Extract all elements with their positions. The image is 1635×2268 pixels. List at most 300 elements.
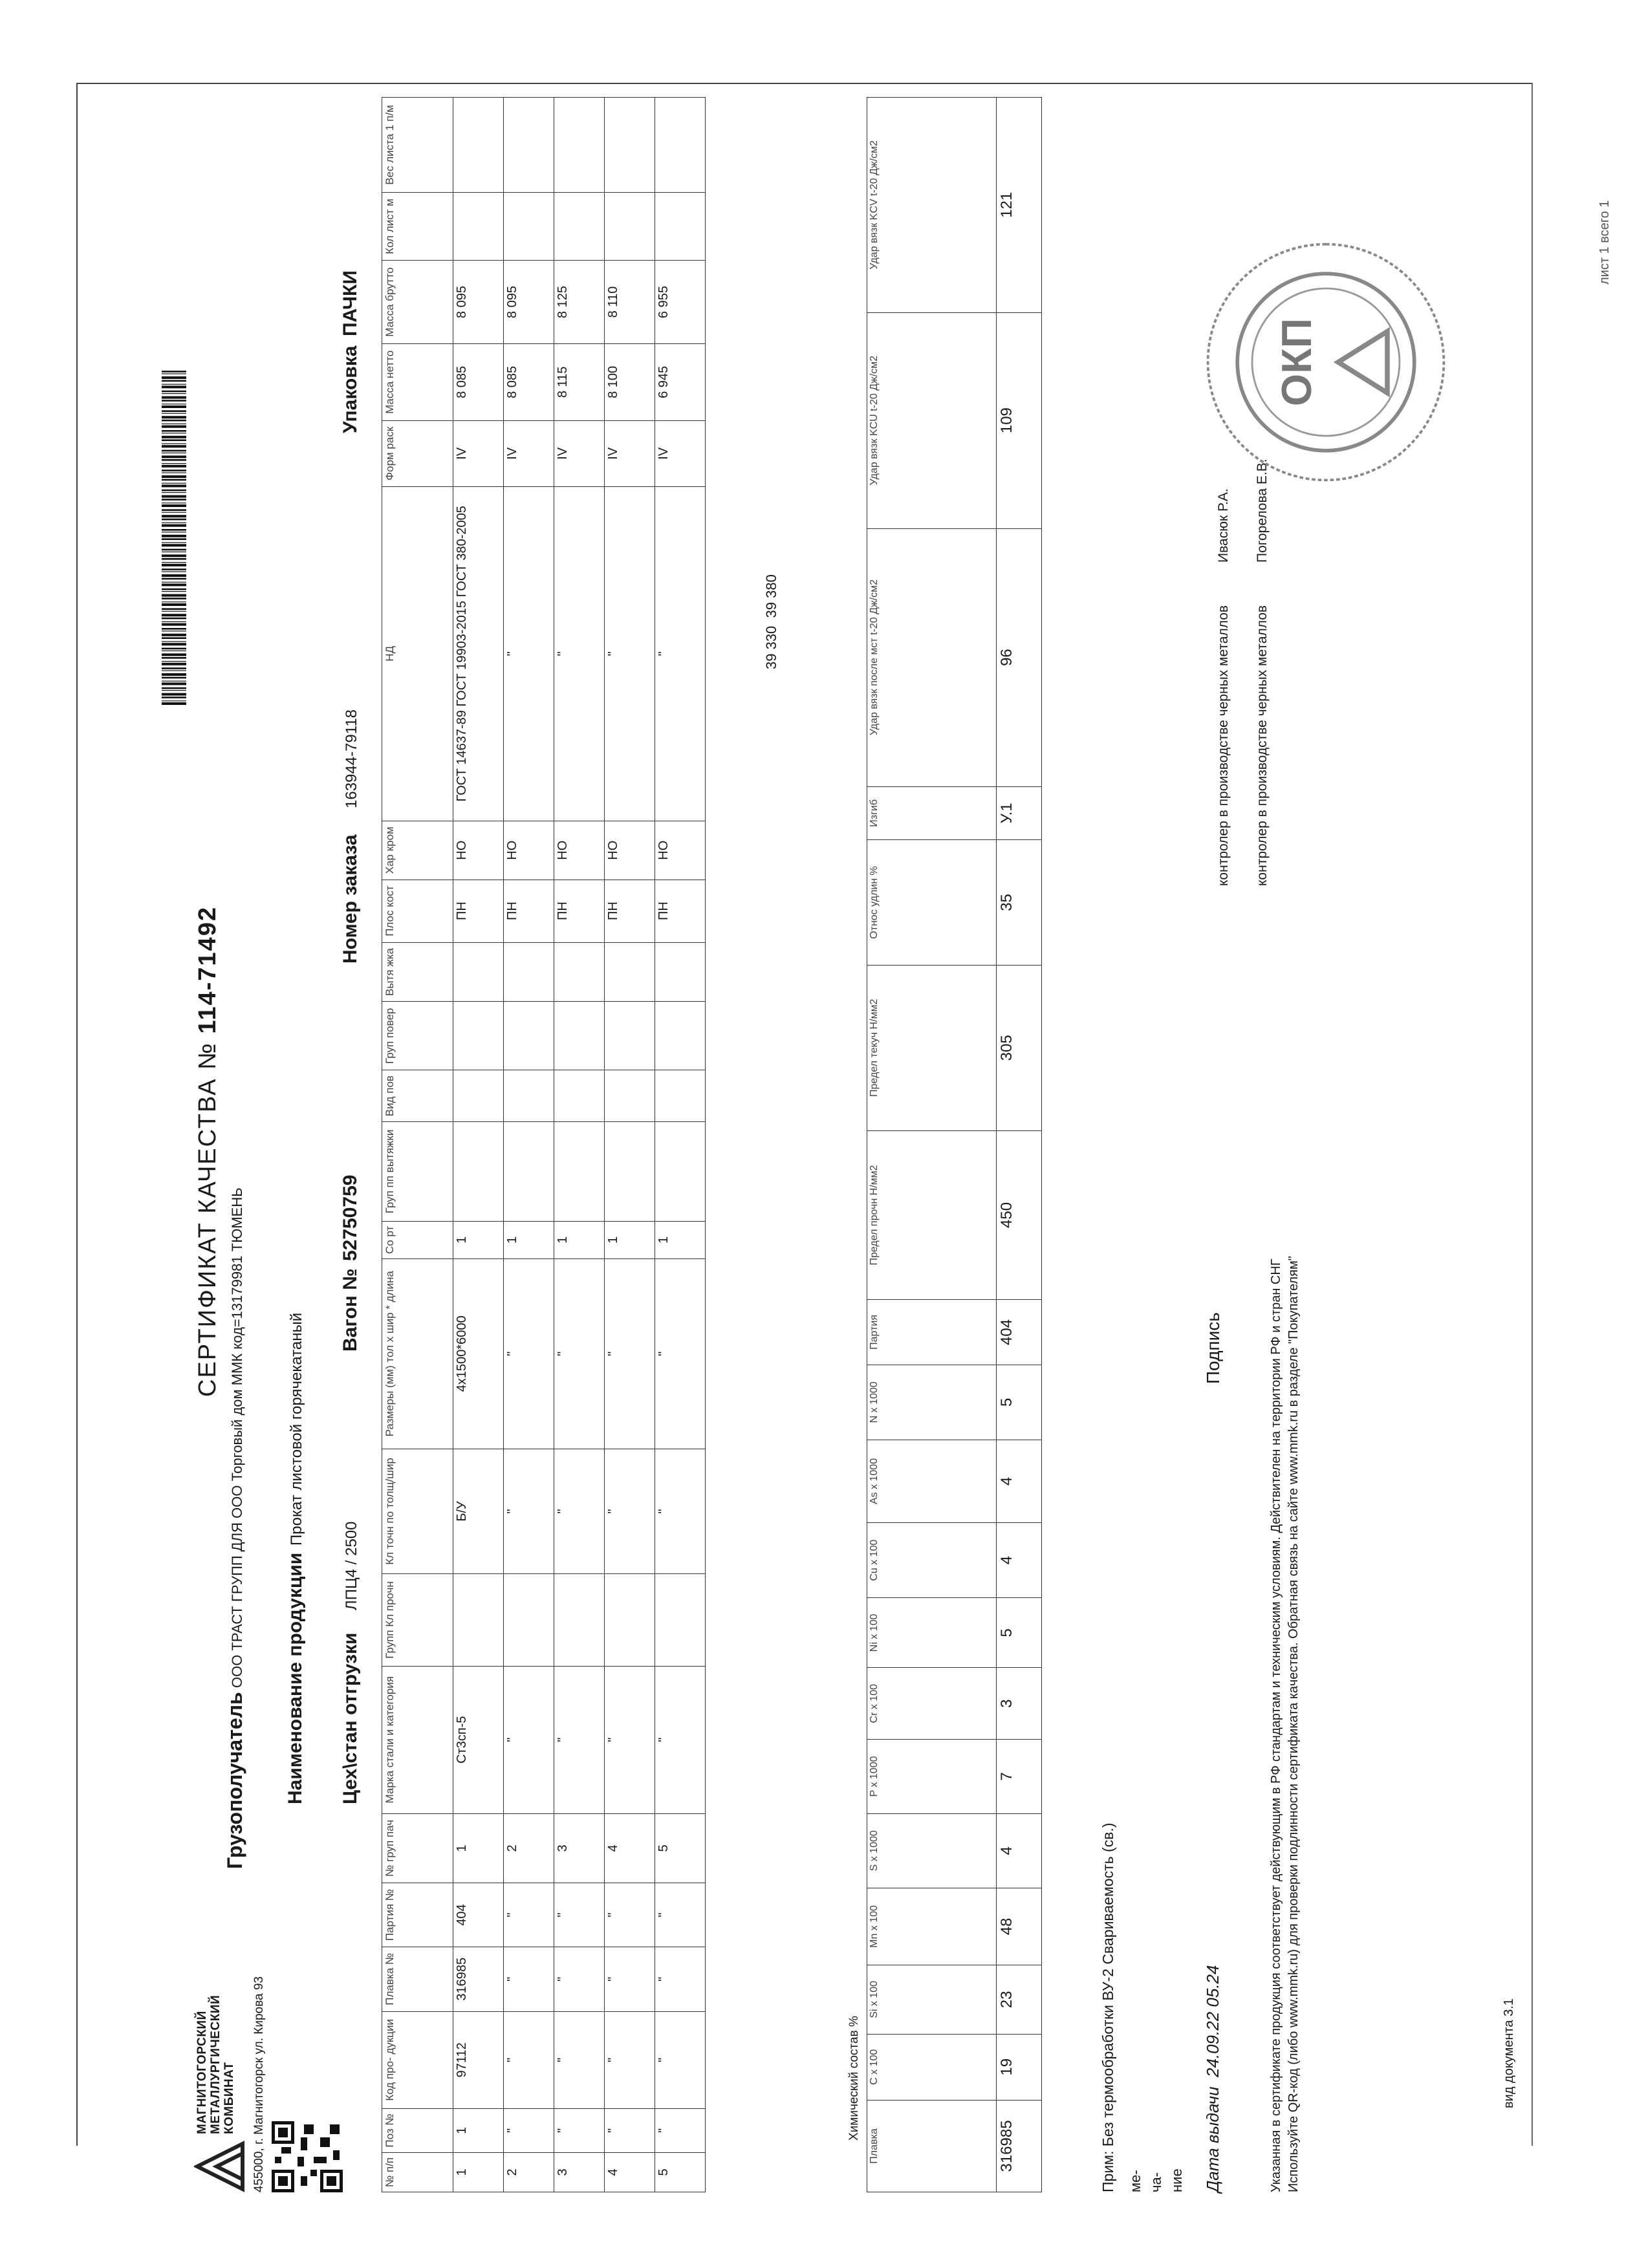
table-cell	[605, 942, 655, 1002]
barcode-bar	[162, 535, 186, 537]
barcode-bar	[162, 529, 186, 531]
barcode-bar	[162, 702, 186, 705]
order-value: 163944-79118	[343, 709, 360, 808]
table-cell: 316985	[453, 1947, 504, 2012]
barcode-bar	[162, 578, 186, 580]
chem-cell: 19	[997, 2034, 1042, 2100]
chem-cell: 109	[997, 312, 1042, 528]
table-cell: 8 115	[554, 344, 605, 421]
barcode-bar	[162, 582, 186, 583]
barcode-bar	[162, 495, 186, 498]
chem-header-cell: S x 1000	[867, 1813, 997, 1888]
barcode-bar	[162, 384, 186, 385]
barcode-bar	[162, 385, 186, 388]
table-cell: IV	[453, 420, 504, 486]
table-cell: "	[655, 1258, 706, 1449]
table-cell	[655, 193, 706, 261]
table-cell: 8 125	[554, 261, 605, 344]
barcode-bar	[162, 562, 186, 563]
barcode-bar	[162, 554, 186, 557]
table-cell: "	[605, 2109, 655, 2153]
table-cell	[655, 1002, 706, 1070]
barcode-bar	[162, 670, 186, 671]
chem-header-cell: Удар вязк KCV t-20 Дж/см2	[867, 98, 997, 313]
main-header-cell: Плос кост	[382, 880, 453, 942]
barcode-bar	[162, 502, 186, 503]
barcode-bar	[162, 443, 186, 444]
chem-cell: 35	[997, 840, 1042, 966]
table-row	[554, 98, 605, 2192]
scan-edge-top	[76, 83, 1532, 84]
table-cell	[504, 193, 554, 261]
table-cell: "	[655, 1883, 706, 1947]
chem-header-cell: Cu x 100	[867, 1522, 997, 1597]
chem-header-cell: Si x 100	[867, 1965, 997, 2035]
issue-date: Дата выдачи 24.09.22 05.24	[1203, 1965, 1222, 2192]
main-header-cell: Груп повер	[382, 1002, 453, 1070]
table-cell: "	[504, 2109, 554, 2153]
barcode-bar	[162, 524, 186, 527]
table-cell: "	[655, 1666, 706, 1813]
barcode-bar	[162, 648, 186, 650]
table-cell	[554, 193, 605, 261]
barcode-bar	[162, 677, 186, 679]
main-header-cell: Групп Кл прочн	[382, 1574, 453, 1667]
chem-cell: 404	[997, 1300, 1042, 1365]
table-cell	[605, 98, 655, 193]
barcode-bar	[162, 413, 186, 414]
document-version: вид документа 3.1	[1502, 1998, 1516, 2108]
table-cell: 3	[554, 1813, 605, 1883]
barcode-bar	[162, 618, 186, 620]
chem-cell: 450	[997, 1130, 1042, 1300]
table-cell: "	[605, 1947, 655, 2012]
chem-cell: 305	[997, 965, 1042, 1130]
table-cell	[453, 1574, 504, 1667]
table-cell	[554, 98, 605, 193]
chem-cell: 121	[997, 98, 1042, 313]
shop-value: ЛПЦ4 / 2500	[343, 1521, 360, 1610]
barcode-bar	[162, 512, 186, 513]
table-cell: 4	[605, 2152, 655, 2192]
barcode-bar	[162, 542, 186, 543]
chem-header-cell: C x 100	[867, 2034, 997, 2100]
table-cell	[605, 1122, 655, 1222]
table-cell: НО	[605, 821, 655, 880]
table-cell: "	[554, 1947, 605, 2012]
wagon-value: 52750759	[340, 1174, 361, 1261]
table-cell: IV	[554, 420, 605, 486]
table-cell: ПН	[605, 880, 655, 942]
table-cell: 5	[655, 2152, 706, 2192]
barcode-icon	[162, 369, 186, 705]
table-cell: 8 100	[605, 344, 655, 421]
barcode-bar	[162, 376, 186, 379]
barcode-bar	[162, 608, 186, 610]
table-cell: "	[554, 486, 605, 821]
table-cell	[504, 1574, 554, 1667]
table-cell: "	[605, 486, 655, 821]
table-cell: 6 955	[655, 261, 706, 344]
barcode-bar	[162, 499, 186, 501]
barcode-bar	[162, 544, 186, 546]
barcode-bar	[162, 603, 186, 606]
page-number: лист 1 всего 1	[1597, 200, 1612, 285]
table-cell	[504, 1002, 554, 1070]
signature-label: Подпись	[1203, 1312, 1223, 1384]
main-header-cell: Марка стали и категория	[382, 1666, 453, 1813]
table-cell	[655, 1574, 706, 1667]
barcode-bar	[162, 634, 186, 636]
table-cell: Б/У	[453, 1449, 504, 1573]
table-cell	[605, 1002, 655, 1070]
table-cell	[655, 942, 706, 1002]
barcode-bar	[162, 598, 186, 599]
table-cell: 3	[554, 2152, 605, 2192]
barcode-bar	[162, 538, 186, 540]
main-header-cell: Поз №	[382, 2109, 453, 2153]
table-cell: 1	[453, 2152, 504, 2192]
signer2-name: Погорелова Е.В.	[1255, 459, 1270, 563]
main-header-cell: Со рт	[382, 1221, 453, 1258]
table-cell	[554, 1574, 605, 1667]
table-cell: 6 945	[655, 344, 706, 421]
barcode-bar	[162, 700, 186, 701]
chem-cell: 5	[997, 1365, 1042, 1440]
barcode-bar	[162, 490, 186, 491]
main-header-cell: Вид пов	[382, 1070, 453, 1122]
table-cell: IV	[605, 420, 655, 486]
chem-header-cell: Ni x 100	[867, 1598, 997, 1668]
barcode-bar	[162, 594, 186, 597]
order-label: Номер заказа	[340, 834, 361, 964]
table-cell	[504, 942, 554, 1002]
recipient-label: Грузополучатель	[223, 1692, 246, 1869]
table-cell: НО	[554, 821, 605, 880]
barcode-bar	[162, 661, 186, 662]
table-cell: Ст3сп-5	[453, 1666, 504, 1813]
table-cell: 1	[605, 1221, 655, 1258]
table-cell: "	[605, 1258, 655, 1449]
table-cell: "	[605, 1449, 655, 1573]
barcode-bar	[162, 663, 186, 665]
barcode-bar	[162, 549, 186, 551]
signer2-role: контролер в производстве черных металлов	[1255, 605, 1270, 886]
barcode-bar	[162, 589, 186, 590]
barcode-bar	[162, 450, 186, 452]
barcode-bar	[162, 410, 186, 412]
table-cell: 8 095	[453, 261, 504, 344]
table-cell	[504, 1122, 554, 1222]
main-header-cell: Кл точн по толщ/шир	[382, 1449, 453, 1573]
barcode-bar	[162, 568, 186, 570]
table-cell: "	[655, 1947, 706, 2012]
table-cell	[605, 1574, 655, 1667]
main-header-cell: № груп пач	[382, 1813, 453, 1883]
barcode-bar	[162, 682, 186, 685]
main-header-cell: Масса брутто	[382, 261, 453, 344]
company-address: 455000, г. Магнитогорск ул. Кирова 93	[252, 1976, 266, 2192]
table-cell: IV	[655, 420, 706, 486]
table-cell: 1	[453, 1813, 504, 1883]
chem-cell: 3	[997, 1668, 1042, 1740]
chem-header-cell: P x 1000	[867, 1740, 997, 1814]
wagon-label: Вагон №	[340, 1268, 361, 1352]
table-cell: 1	[655, 1221, 706, 1258]
table-cell: 2	[504, 1813, 554, 1883]
barcode-bar	[162, 614, 186, 616]
table-cell: 8 085	[453, 344, 504, 421]
table-cell	[554, 1002, 605, 1070]
barcode-bar	[162, 515, 186, 517]
table-cell: 2	[504, 2152, 554, 2192]
main-header-cell: Масса нетто	[382, 344, 453, 421]
barcode-bar	[162, 475, 186, 478]
table-cell: НО	[655, 821, 706, 880]
legal-notice: Указанная в сертификате продукция соответствует действующим в РФ стандартам и техническим условиям. Действителен на территории РФ и стран СНГ Используйте QR-код (либо www.mmk.ru) для проверки подлинности сертификата качества. Обратная связь на сайте www.mmk.ru в разделе "Покупателям"	[1269, 1256, 1301, 2192]
barcode-bar	[162, 601, 186, 602]
barcode-bar	[162, 465, 186, 468]
chem-cell: 4	[997, 1440, 1042, 1523]
chem-header-cell: Удар вязк KCU t-20 Дж/см2	[867, 312, 997, 528]
table-cell: "	[504, 1449, 554, 1573]
main-header-cell: Код про- дукции	[382, 2011, 453, 2108]
barcode-bar	[162, 484, 186, 487]
chem-header-cell: Предел текуч Н/мм2	[867, 965, 997, 1130]
barcode-bar	[162, 504, 186, 507]
table-cell: "	[554, 1258, 605, 1449]
table-cell: "	[504, 2011, 554, 2108]
barcode-bar	[162, 657, 186, 659]
table-cell	[655, 1122, 706, 1222]
table-cell: 97112	[453, 2011, 504, 2108]
total-mass: 39 330 39 380	[763, 574, 779, 669]
chem-header-cell: Относ удлин %	[867, 840, 997, 966]
chem-cell: 4	[997, 1813, 1042, 1888]
table-cell: ПН	[453, 880, 504, 942]
table-cell	[453, 193, 504, 261]
chem-header-cell: Предел прочн Н/мм2	[867, 1130, 997, 1300]
table-cell	[453, 1002, 504, 1070]
table-cell: "	[554, 2011, 605, 2108]
table-cell: НО	[504, 821, 554, 880]
qr-code-icon[interactable]	[272, 2121, 343, 2192]
chemical-composition-table	[867, 97, 1042, 2192]
table-cell: "	[655, 2109, 706, 2153]
chem-caption: Химический состав %	[847, 2016, 861, 2141]
table-cell	[453, 942, 504, 1002]
table-cell: ПН	[504, 880, 554, 942]
table-cell	[605, 1070, 655, 1122]
table-cell: ПН	[554, 880, 605, 942]
barcode-bar	[162, 445, 186, 448]
note-continuation: ме- ча- ние	[1127, 2168, 1185, 2192]
table-cell: 1	[453, 2109, 504, 2153]
table-cell: 1	[453, 1221, 504, 1258]
svg-text:ОКП: ОКП	[1273, 318, 1321, 407]
table-cell: 1	[554, 1221, 605, 1258]
shipment-table	[382, 97, 706, 2192]
table-cell	[554, 942, 605, 1002]
pack-value: ПАЧКИ	[340, 270, 361, 336]
product-label: Наименование продукции	[285, 1552, 306, 1804]
barcode-bar	[162, 628, 186, 630]
table-cell: "	[554, 1666, 605, 1813]
pack-label: Упаковка	[340, 345, 361, 433]
barcode-bar	[162, 637, 186, 639]
company-name: МАГНИТОГОРСКИЙ МЕТАЛЛУРГИЧЕСКИЙ КОМБИНАТ	[195, 1994, 236, 2134]
barcode-bar	[162, 653, 186, 656]
table-cell: "	[504, 1883, 554, 1947]
chem-header-cell: Изгиб	[867, 786, 997, 840]
barcode-bar	[162, 623, 186, 626]
chem-cell: 7	[997, 1740, 1042, 1814]
table-cell: 4	[605, 1813, 655, 1883]
table-cell	[554, 1122, 605, 1222]
table-cell: "	[504, 486, 554, 821]
chem-cell: 5	[997, 1598, 1042, 1668]
barcode-bar	[162, 455, 186, 458]
table-cell: 1	[504, 1221, 554, 1258]
barcode-bar	[162, 641, 186, 642]
table-cell: "	[655, 1449, 706, 1573]
product-value: Прокат листовой горячекатаный	[288, 1312, 305, 1546]
table-cell	[655, 98, 706, 193]
barcode-bar	[162, 439, 186, 441]
table-cell: 8 110	[605, 261, 655, 344]
table-cell: ГОСТ 14637-89 ГОСТ 19903-2015 ГОСТ 380-2005	[453, 486, 504, 821]
chem-header-cell: Партия	[867, 1300, 997, 1365]
barcode-bar	[162, 426, 186, 428]
barcode-bar	[162, 420, 186, 422]
barcode-bar	[162, 472, 186, 473]
barcode-bar	[162, 558, 186, 560]
chem-header-cell: Плавка	[867, 2100, 997, 2192]
main-header-cell: Вес листа 1 п/м	[382, 98, 453, 193]
barcode-bar	[162, 393, 186, 394]
barcode-bar	[162, 693, 186, 696]
table-cell: "	[605, 2011, 655, 2108]
barcode-bar	[162, 574, 186, 577]
table-cell: ПН	[655, 880, 706, 942]
chem-cell: У.1	[997, 786, 1042, 840]
table-cell	[453, 98, 504, 193]
table-row	[504, 98, 554, 2192]
barcode-bar	[162, 400, 186, 402]
chem-cell: 96	[997, 528, 1042, 786]
barcode-bar	[162, 621, 186, 622]
main-header-cell: Хар кром	[382, 821, 453, 880]
barcode-bar	[162, 509, 186, 511]
barcode-bar	[162, 416, 186, 418]
mmk-logo-icon	[194, 2141, 246, 2192]
certificate-document	[194, 97, 1539, 2192]
barcode-bar	[162, 687, 186, 689]
chem-cell: 48	[997, 1888, 1042, 1965]
main-header-cell: Кол лист м	[382, 193, 453, 261]
table-cell: 8 095	[504, 261, 554, 344]
chem-cell: 316985	[997, 2100, 1042, 2192]
main-header-cell: № п/п	[382, 2152, 453, 2192]
barcode-bar	[162, 571, 186, 572]
barcode-bar	[162, 673, 186, 676]
barcode-bar	[162, 681, 186, 682]
barcode-bar	[162, 667, 186, 669]
barcode-bar	[162, 690, 186, 691]
table-cell: "	[554, 2109, 605, 2153]
table-cell: "	[605, 1666, 655, 1813]
table-cell	[453, 1122, 504, 1222]
table-cell	[605, 193, 655, 261]
chem-header-cell: As x 1000	[867, 1440, 997, 1523]
chem-header-cell: Mn x 100	[867, 1888, 997, 1965]
table-cell: НО	[453, 821, 504, 880]
scan-edge-left	[76, 83, 78, 2146]
table-cell: "	[554, 1449, 605, 1573]
signer1-role: контролер в производстве черных металлов	[1216, 605, 1231, 886]
shop-label: Цех\стан отгрузки	[340, 1632, 361, 1804]
table-cell	[504, 98, 554, 193]
main-header-cell: Форм раск	[382, 420, 453, 486]
table-cell	[453, 1070, 504, 1122]
barcode-bar	[162, 492, 186, 493]
barcode-bar	[162, 405, 186, 408]
barcode-bar	[162, 373, 186, 374]
barcode-bar	[162, 611, 186, 612]
barcode-bar	[162, 463, 186, 464]
barcode-bar	[162, 391, 186, 393]
barcode-bar	[162, 436, 186, 438]
chem-header-cell: Удар вязк после мст t-20 Дж/см2	[867, 528, 997, 786]
table-cell: "	[655, 2011, 706, 2108]
barcode-bar	[162, 380, 186, 382]
barcode-bar	[162, 583, 186, 586]
barcode-bar	[162, 643, 186, 645]
table-cell	[504, 1070, 554, 1122]
recipient-value: ООО ТРАСТ ГРУПП ДЛЯ ООО Торговый дом ММК код=13179981 ТЮМЕНЬ	[229, 1187, 245, 1688]
chem-header-cell: N x 1000	[867, 1365, 997, 1440]
okp-stamp-icon	[1203, 239, 1449, 485]
barcode-bar	[162, 564, 186, 567]
main-header-cell: НД	[382, 486, 453, 821]
table-row	[453, 98, 504, 2192]
signer1-name: Ивасюк Р.А.	[1216, 488, 1231, 563]
table-cell: "	[504, 1258, 554, 1449]
main-header-cell: Вытя жка	[382, 942, 453, 1002]
table-cell: "	[504, 1666, 554, 1813]
chem-cell: 4	[997, 1522, 1042, 1597]
note-line: Прим: Без термообработки ВУ-2 Свариваемость (св.)	[1099, 1822, 1116, 2192]
main-header-cell: Размеры (мм) тол х шир * длина	[382, 1258, 453, 1449]
certificate-title: СЕРТИФИКАТ КАЧЕСТВА № 114-71492	[194, 906, 221, 1397]
table-cell: "	[554, 1883, 605, 1947]
main-header-cell: Плавка №	[382, 1947, 453, 2012]
barcode-bar	[162, 396, 186, 399]
table-cell: 8 085	[504, 344, 554, 421]
table-cell: 404	[453, 1883, 504, 1947]
table-cell: "	[655, 486, 706, 821]
table-row	[655, 98, 706, 2192]
table-cell	[655, 1070, 706, 1122]
table-cell: 4х1500*6000	[453, 1258, 504, 1449]
barcode-bar	[162, 371, 186, 373]
barcode-bar	[162, 519, 186, 521]
table-cell	[554, 1070, 605, 1122]
table-cell: 5	[655, 1813, 706, 1883]
table-cell: "	[605, 1883, 655, 1947]
table-row	[605, 98, 655, 2192]
barcode-bar	[162, 459, 186, 461]
